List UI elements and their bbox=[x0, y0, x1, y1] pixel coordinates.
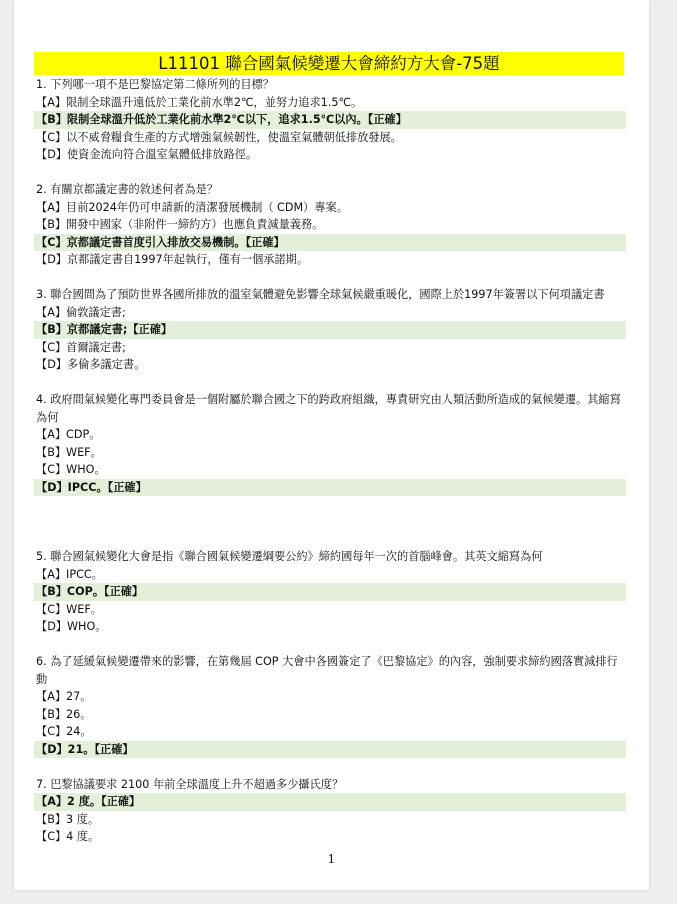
question-7 bbox=[36, 776, 626, 846]
option-c: 【C】4 度。 bbox=[36, 830, 100, 843]
document-page bbox=[14, 0, 649, 890]
option-d: 【D】多倫多議定書。 bbox=[36, 358, 146, 371]
question-text: 6. 為了延緩氣候變遷帶來的影響，在第幾屆 COP 大會中各國簽定了《巴黎協定》的內容，強制要求締約國落實減排行動 bbox=[36, 655, 618, 686]
option-b: 【B】開發中國家（非附件一締約方）也應負責減量義務。 bbox=[36, 218, 324, 231]
option-a: 【A】目前2024年仍可申請新的清潔發展機制（ CDM）專案。 bbox=[36, 200, 348, 214]
option-d-correct: 【D】IPCC。【正確】 bbox=[34, 479, 626, 497]
option-b: 【B】WEF。 bbox=[36, 445, 102, 459]
option-c: 【C】以不威脅糧食生產的方式增強氣候韌性，使溫室氣體朝低排放發展。 bbox=[36, 130, 402, 144]
question-text: 7. 巴黎協議要求 2100 年前全球溫度上升不超過多少攝氏度？ bbox=[36, 777, 344, 791]
question-2 bbox=[36, 181, 626, 269]
option-b: 【B】3 度。 bbox=[36, 812, 100, 826]
question-3 bbox=[36, 286, 626, 374]
option-a: 【A】限制全球溫升遠低於工業化前水準2℃，並努力追求1.5℃。 bbox=[36, 95, 363, 109]
option-d: 【D】WHO。 bbox=[36, 620, 107, 633]
option-d-correct: 【D】21。【正確】 bbox=[34, 741, 626, 759]
page-number: 1 bbox=[327, 852, 336, 866]
question-text: 4. 政府間氣候變化專門委員會是一個附屬於聯合國之下的跨政府組織，專責研究由人類活動所造成的氣候變遷。其縮寫為何 bbox=[36, 393, 621, 424]
option-a-correct: 【A】2 度。【正確】 bbox=[34, 793, 626, 811]
question-text: 2. 有關京都議定書的敘述何者為是？ bbox=[36, 183, 219, 196]
option-d: 【D】京都議定書自1997年起執行，僅有一個承諾期。 bbox=[36, 253, 309, 266]
question-6 bbox=[36, 653, 626, 758]
page-title: L11101 聯合國氣候變遷大會締約方大會-75題 bbox=[34, 52, 624, 75]
option-b: 【B】26。 bbox=[36, 707, 92, 721]
option-c: 【C】首爾議定書; bbox=[36, 340, 126, 354]
question-text: 3. 聯合國間為了預防世界各國所排放的溫室氣體避免影響全球氣候嚴重暖化，國際上於1997年簽署以下何項議定書 bbox=[36, 288, 605, 301]
question-1 bbox=[36, 76, 626, 164]
question-list bbox=[36, 76, 626, 846]
question-text: 5. 聯合國氣候變化大會是指《聯合國氣候變遷綱要公約》締約國每年一次的首腦峰會。其英文縮寫為何 bbox=[36, 550, 543, 563]
option-c: 【C】WHO。 bbox=[36, 463, 106, 476]
question-5 bbox=[36, 548, 626, 636]
question-text: 1. 下列哪一項不是巴黎協定第二條所列的目標？ bbox=[36, 78, 274, 91]
option-b-correct: 【B】京都議定書;【正確】 bbox=[34, 321, 626, 339]
option-c: 【C】24。 bbox=[36, 725, 92, 738]
option-b-correct: 【B】COP。【正確】 bbox=[34, 583, 626, 601]
option-c-correct: 【C】京都議定書首度引入排放交易機制。【正確】 bbox=[34, 234, 626, 252]
option-a: 【A】倫敦議定書; bbox=[36, 305, 126, 319]
option-a: 【A】CDP。 bbox=[36, 428, 101, 441]
option-a: 【A】27。 bbox=[36, 690, 92, 703]
option-c: 【C】WEF。 bbox=[36, 602, 102, 616]
option-d: 【D】使資金流向符合溫室氣體低排放路徑。 bbox=[36, 148, 258, 161]
option-b-correct: 【B】限制全球溫升低於工業化前水準2℃以下，追求1.5℃以內。【正確】 bbox=[34, 111, 626, 129]
option-a: 【A】IPCC。 bbox=[36, 567, 103, 581]
question-4 bbox=[36, 391, 626, 496]
